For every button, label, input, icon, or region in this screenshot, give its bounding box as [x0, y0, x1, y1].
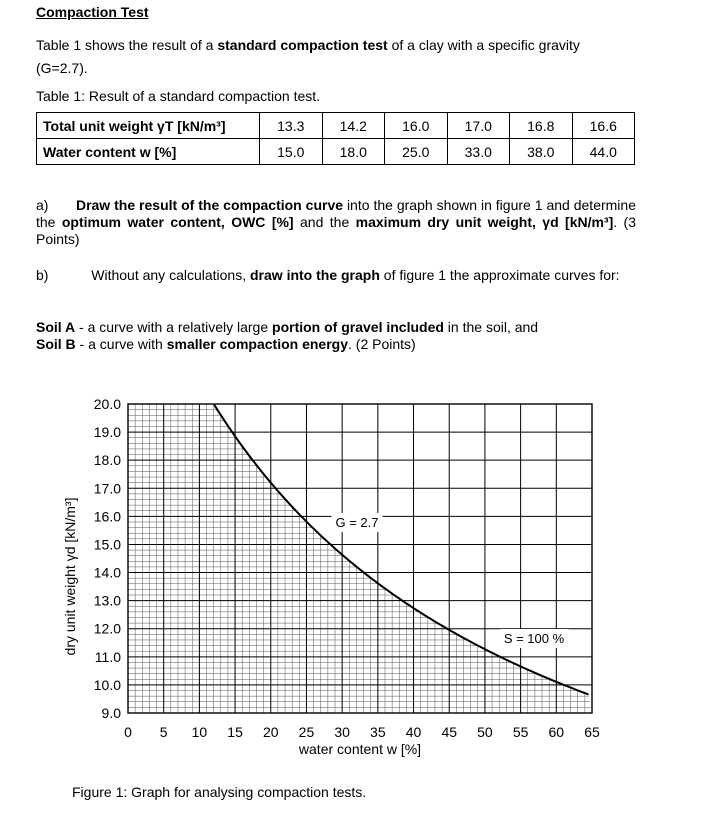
- table-cell: 13.3: [260, 113, 323, 139]
- soil-descriptions: [36, 319, 636, 353]
- x-tick-label: 45: [441, 724, 458, 740]
- y-tick-label: 20.0: [93, 396, 121, 412]
- page-title: Compaction Test: [36, 4, 149, 20]
- y-tick-label: 17.0: [93, 480, 121, 497]
- question-b: [36, 267, 636, 284]
- question-text: of figure 1 the approximate curves for:: [379, 267, 620, 283]
- soil-a-line: [36, 319, 636, 336]
- question-label: a): [36, 197, 49, 213]
- zero-air-voids-curve: [214, 404, 589, 695]
- annotation-s: S = 100 %: [503, 631, 565, 646]
- compaction-chart: [0, 380, 706, 765]
- figure-caption: Figure 1: Graph for analysing compaction tests.: [72, 784, 367, 800]
- question-text: . (3 Points): [36, 214, 637, 247]
- x-tick-label: 30: [334, 724, 350, 740]
- question-text: and the: [293, 214, 356, 230]
- soil-text: . (2 Points): [348, 336, 416, 352]
- soil-text: in the soil, and: [443, 319, 539, 335]
- annotation-g: G = 2.7: [335, 515, 379, 530]
- table-cell: 16.6: [572, 113, 635, 139]
- question-emphasis: optimum water content, OWC [%]: [61, 214, 294, 230]
- table-cell: 33.0: [447, 139, 510, 165]
- row-label: Water content w [%]: [37, 139, 260, 165]
- x-axis-label: water content w [%]: [298, 741, 422, 757]
- table-cell: 44.0: [572, 139, 635, 165]
- x-tick-label: 65: [584, 724, 600, 740]
- intro-emphasis: standard compaction test: [217, 37, 388, 53]
- y-tick-label: 18.0: [93, 452, 121, 469]
- x-tick-label: 50: [477, 724, 493, 740]
- y-tick-label: 11.0: [94, 648, 121, 665]
- soil-name: Soil A: [36, 319, 76, 335]
- x-tick-label: 15: [227, 724, 243, 740]
- table-cell: 18.0: [322, 139, 385, 165]
- question-text: Without any calculations,: [91, 267, 250, 283]
- table-cell: 16.8: [510, 113, 573, 139]
- table-row: [37, 139, 635, 165]
- y-tick-label: 13.0: [93, 592, 121, 609]
- y-tick-label: 10.0: [93, 676, 121, 693]
- intro-paragraph: [36, 34, 596, 80]
- x-tick-label: 25: [298, 724, 315, 740]
- y-tick-label: 12.0: [93, 620, 121, 637]
- soil-name: Soil B: [36, 336, 76, 352]
- x-tick-label: 35: [370, 724, 386, 740]
- x-tick-label: 5: [159, 724, 168, 740]
- table-cell: 14.2: [322, 113, 385, 139]
- y-tick-label: 15.0: [93, 536, 121, 553]
- row-label: Total unit weight γT [kN/m³]: [37, 113, 260, 139]
- question-text: into the graph shown in figure 1 and determine the: [36, 197, 636, 230]
- table-caption: Table 1: Result of a standard compaction test.: [36, 88, 321, 104]
- question-a: [36, 197, 636, 248]
- question-label: b): [36, 267, 49, 283]
- x-tick-label: 55: [512, 724, 529, 740]
- intro-text: of a clay with a specific gravity (G=2.7).: [36, 37, 580, 76]
- soil-b-line: [36, 336, 636, 353]
- results-table: [36, 112, 635, 165]
- question-emphasis: draw into the graph: [250, 267, 380, 283]
- y-tick-label: 16.0: [93, 508, 121, 525]
- y-axis-label: dry unit weight γd [kN/m³]: [62, 497, 78, 656]
- x-tick-label: 60: [548, 724, 565, 740]
- table-cell: 15.0: [260, 139, 323, 165]
- x-tick-label: 40: [405, 724, 422, 740]
- soil-emphasis: smaller compaction energy: [166, 336, 348, 352]
- y-tick-label: 14.0: [93, 564, 121, 581]
- table-cell: 38.0: [510, 139, 573, 165]
- question-emphasis: Draw the result of the compaction curve: [75, 197, 344, 213]
- x-tick-label: 0: [124, 724, 132, 740]
- soil-emphasis: portion of gravel included: [272, 319, 444, 335]
- intro-text: Table 1 shows the result of a: [36, 37, 218, 53]
- y-tick-label: 9.0: [101, 705, 121, 721]
- table-cell: 17.0: [447, 113, 510, 139]
- x-tick-label: 20: [262, 724, 279, 740]
- y-tick-label: 19.0: [93, 424, 121, 441]
- question-emphasis: maximum dry unit weight, γd [kN/m³]: [355, 214, 614, 230]
- table-cell: 16.0: [385, 113, 448, 139]
- table-row: [37, 113, 635, 139]
- x-tick-label: 10: [191, 724, 208, 740]
- soil-text: - a curve with: [75, 336, 167, 352]
- soil-text: - a curve with a relatively large: [75, 319, 273, 335]
- table-cell: 25.0: [385, 139, 448, 165]
